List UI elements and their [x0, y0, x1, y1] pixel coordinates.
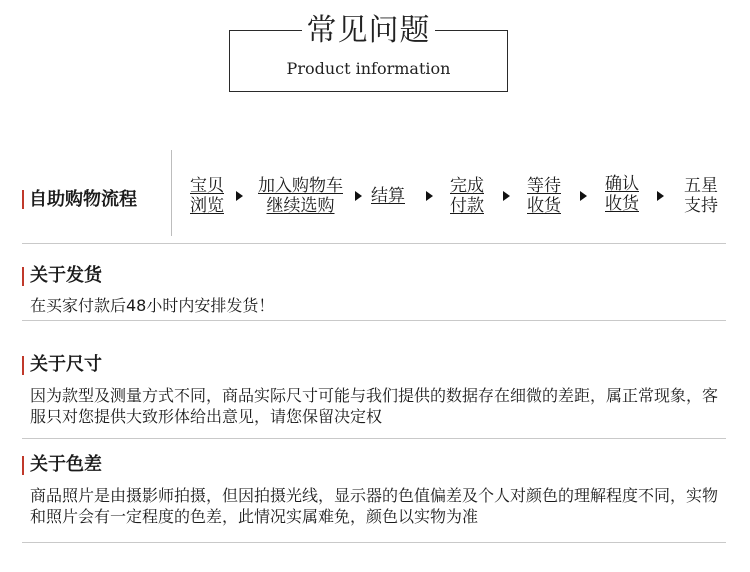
section-title-size: 关于尺寸: [30, 354, 102, 375]
step-line: 支持: [684, 196, 718, 216]
header-frame-top-left: [229, 30, 302, 31]
section-divider: [22, 320, 726, 321]
page-title: 常见问题: [306, 13, 431, 48]
page-subtitle: Product information: [286, 59, 451, 78]
step-line: 宝贝: [190, 176, 224, 196]
step-confirm-receipt: [605, 174, 639, 214]
step-line: 继续选购: [266, 196, 335, 216]
step-line: 确认: [605, 174, 639, 194]
step-await-delivery: [527, 176, 561, 216]
section-divider: [22, 438, 726, 439]
arrow-right-icon: [657, 191, 664, 201]
step-line: 浏览: [190, 196, 224, 216]
section-accent-bar: [22, 456, 24, 475]
step-five-star: [684, 176, 718, 216]
step-line: 收货: [527, 196, 561, 216]
arrow-right-icon: [355, 191, 362, 201]
section-accent-bar: [22, 356, 24, 375]
section-body-size: 因为款型及测量方式不同，商品实际尺寸可能与我们提供的数据存在细微的差距，属正常现象，客服只对您提供大致形体给出意见，请您保留决定权: [30, 386, 719, 426]
step-line: 等待: [527, 176, 561, 196]
section-accent-bar: [22, 267, 24, 286]
section-title-shipping: 关于发货: [30, 265, 102, 286]
arrow-right-icon: [426, 191, 433, 201]
arrow-right-icon: [580, 191, 587, 201]
step-line: 付款: [450, 196, 484, 216]
section-body-shipping: 在买家付款后48小时内安排发货！: [30, 296, 275, 315]
arrow-right-icon: [503, 191, 510, 201]
step-line: 五星: [684, 176, 718, 196]
step-add-to-cart: [258, 176, 343, 216]
section-title-color-difference: 关于色差: [30, 454, 102, 475]
header-frame-top-right: [435, 30, 508, 31]
section-divider: [22, 542, 726, 543]
step-pay: [450, 176, 484, 216]
section-divider: [22, 243, 726, 244]
step-browse: [190, 176, 224, 216]
arrow-right-icon: [236, 191, 243, 201]
section-body-color-difference: 商品照片是由摄影师拍摄，但因拍摄光线，显示器的色值偏差及个人对颜色的理解程度不同，实物和照片会有一定程度的色差，此情况实属难免，颜色以实物为准: [30, 486, 719, 526]
process-label: 自助购物流程: [29, 189, 137, 210]
process-divider: [171, 150, 172, 236]
step-line: 加入购物车: [258, 176, 343, 196]
step-line: 完成: [450, 176, 484, 196]
step-checkout: [371, 186, 405, 206]
process-accent-bar: [22, 190, 24, 209]
step-line: 结算: [371, 186, 405, 206]
step-line: 收货: [605, 194, 639, 214]
